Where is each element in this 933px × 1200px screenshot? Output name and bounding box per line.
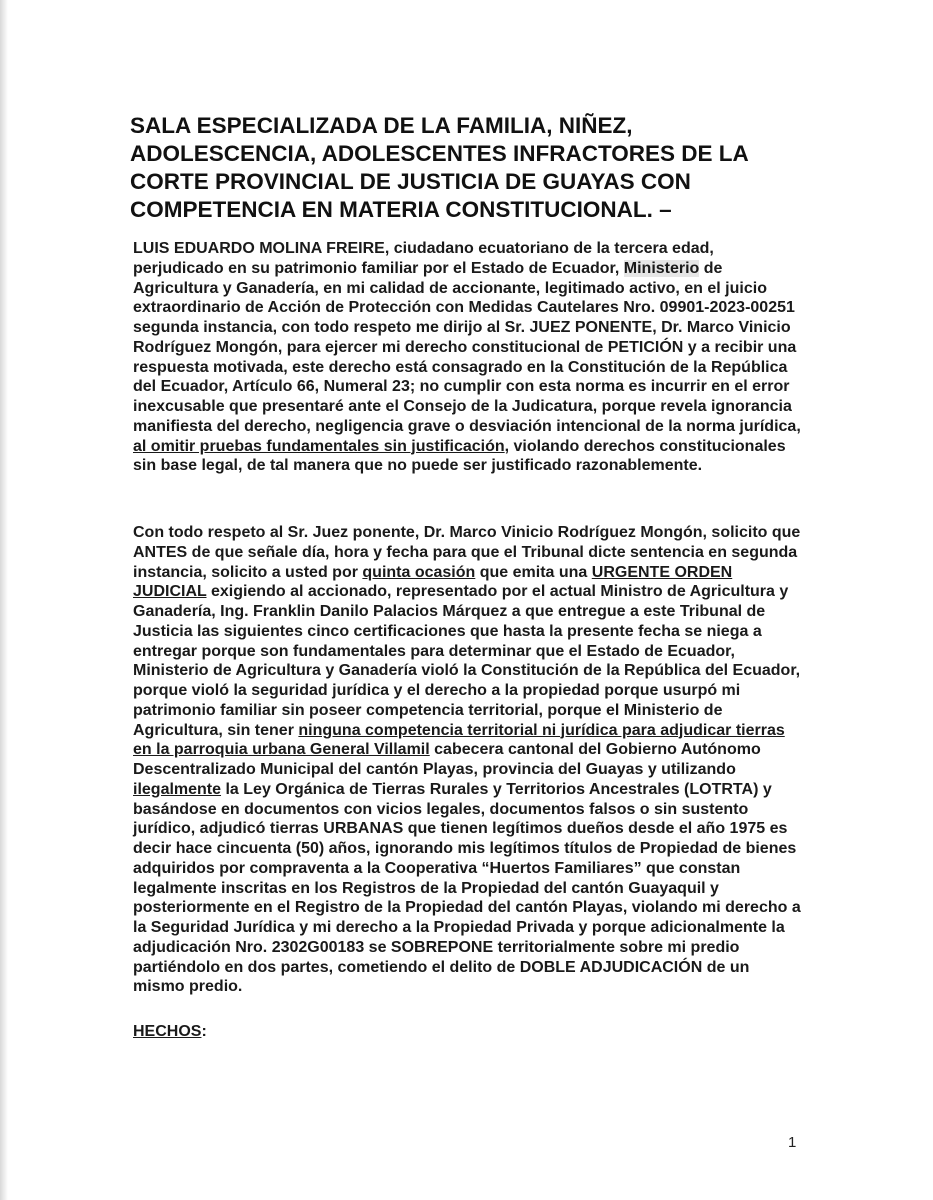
underlined-text: quinta ocasión [362,563,476,581]
underlined-text: URGENTE ORDEN JUDICIAL [133,563,733,601]
highlighted-text: Ministerio [623,259,700,277]
paragraph-text: que emita una [475,563,592,581]
page-number: 1 [788,1134,797,1151]
underlined-text: al omitir pruebas fundamentales sin justificación [133,437,505,455]
paragraph-petition [133,239,805,476]
paragraph-text: de Agricultura y Ganadería, en mi calidad de accionante, legitimado activo, en el juicio extraordinario de Acción de Protección con Medidas Cautelares Nro. 09901-2023-00251 segunda instancia, con todo respeto me dirijo al Sr. JUEZ PONENTE, Dr. Marco Vinicio Rodríguez Mongón, para ejercer mi derecho constitucional de PETICIÓN y a recibir una respuesta motivada, este derecho está consagrado en la Constitución de la República del Ecuador, Artículo 66, Numeral 23; no cumplir con esta norma es incurrir en el error inexcusable que presentaré ante el Consejo de la Judicatura, porque revela ignorancia manifiesta del derecho, negligencia grave o desviación intencional de la norma jurídica, [133,259,801,435]
document-heading: SALA ESPECIALIZADA DE LA FAMILIA, NIÑEZ, ADOLESCENCIA, ADOLESCENTES INFRACTORES DE LA CORTE PROVINCIAL DE JUSTICIA DE GUAYAS CON COMPETENCIA EN MATERIA CONSTITUCIONAL. – [130,113,748,222]
underlined-text: ilegalmente [133,780,222,798]
underlined-text: ninguna competencia territorial ni jurídica para adjudicar tierras en la parroquia urbana General Villamil [133,721,785,759]
page-edge-shadow [0,0,8,1200]
paragraph-request [133,523,805,997]
section-heading-label: HECHOS [133,1023,202,1040]
section-heading-hechos [133,1022,207,1042]
paragraph-text: cabecera cantonal del Gobierno Autónomo Descentralizado Municipal del cantón Playas, provincia del Guayas y utilizando [133,741,761,778]
paragraph-text: la Ley Orgánica de Tierras Rurales y Territorios Ancestrales (LOTRTA) y basándose en documentos con vicios legales, documentos falsos o sin sustento jurídico, adjudicó tierras URBANAS que tienen legítimos dueños desde el año 1975 es decir hace cincuenta (50) años, ignorando mis legítimos títulos de Propiedad de bienes adquiridos por compraventa a la Cooperativa “Huertos Familiares” que constan legalmente inscritas en los Registros de la Propiedad del cantón Guayaquil y posteriormente en el Registro de la Propiedad del cantón Playas, violando mi derecho a la Seguridad Jurídica y mi derecho a la Propiedad Privada y porque adicionalmente la adjudicación Nro. 2302G00183 se SOBREPONE territorialmente sobre mi predio partiéndolo en dos partes, cometiendo el delito de DOBLE ADJUDICACIÓN de un mismo predio. [133,780,801,996]
paragraph-text: , violando derechos constitucionales sin base legal, de tal manera que no puede ser justificado razonablemente. [133,437,786,475]
section-heading-colon: : [201,1023,207,1040]
paragraph-text: exigiendo al accionado, representado por el actual Ministro de Agricultura y Ganadería, Ing. Franklin Danilo Palacios Márquez a que entregue a este Tribunal de Justicia las siguientes cinco certificaciones que hasta la presente fecha se niega a entregar porque son fundamentales para determinar que el Estado de Ecuador, Ministerio de Agricultura y Ganadería violó la Constitución de la República del Ecuador, porque violó la seguridad jurídica y el derecho a la propiedad porque usurpó mi patrimonio familiar sin poseer competencia territorial, porque el Ministerio de Agricultura, sin tener [133,583,801,739]
paragraph-text: Con todo respeto al Sr. Juez ponente, Dr. Marco Vinicio Rodríguez Mongón, solicito que ANTES de que señale día, hora y fecha para que el Tribunal dicte sentencia en segunda instancia, solicito a usted por [133,524,801,581]
paragraph-text: LUIS EDUARDO MOLINA FREIRE, ciudadano ecuatoriano de la tercera edad, perjudicado en su patrimonio familiar por el Estado de Ecuador, [133,240,714,277]
